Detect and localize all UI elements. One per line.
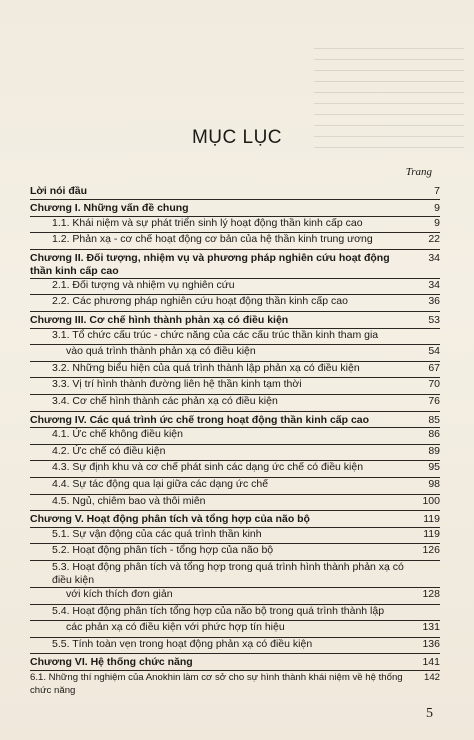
- toc-section-row: [30, 278, 440, 295]
- toc-entry-title: Chương I. Những vấn đề chung: [30, 200, 410, 217]
- toc-chapter-row: [30, 183, 440, 200]
- toc-chapter-row: [30, 312, 440, 329]
- toc-section-row: [30, 216, 440, 233]
- toc-entry-title: 5.4. Hoạt động phân tích tổng hợp của não bộ trong quá trình thành lập: [30, 604, 410, 621]
- toc-entry-page: 128: [410, 587, 440, 604]
- toc-entry-page: 76: [410, 395, 440, 412]
- table-of-contents: [30, 183, 440, 697]
- toc-entry-title: 4.5. Ngủ, chiêm bao và thôi miên: [30, 494, 410, 511]
- toc-entry-page: 119: [410, 511, 440, 528]
- toc-entry-page: 67: [410, 361, 440, 378]
- toc-chapter-row: [30, 511, 440, 528]
- toc-entry-title: Chương VI. Hệ thống chức năng: [30, 654, 410, 671]
- toc-entry-title: 6.1. Những thí nghiệm của Anokhin làm cơ sở cho sự hình thành khái niệm về hệ thống chức năng: [30, 670, 410, 697]
- toc-entry-title: Lời nói đầu: [30, 185, 88, 197]
- toc-entry-page: 85: [410, 411, 440, 428]
- toc-chapter-row: [30, 411, 440, 428]
- toc-entry-title: 4.3. Sự định khu và cơ chế phát sinh các dạng ức chế có điều kiện: [30, 461, 410, 478]
- toc-section-row: [30, 604, 440, 621]
- toc-entry-page: [410, 328, 440, 345]
- toc-entry-title: 2.1. Đối tượng và nhiệm vụ nghiên cứu: [30, 278, 410, 295]
- toc-entry-page: 53: [410, 312, 440, 329]
- toc-entry-title: 3.1. Tổ chức cấu trúc - chức năng của các cấu trúc thần kinh tham gia: [30, 328, 410, 345]
- toc-entry-title: Chương V. Hoạt động phân tích và tổng hợp của não bộ: [30, 511, 410, 528]
- toc-entry-title: 4.2. Ức chế có điều kiện: [30, 444, 410, 461]
- toc-section-row: [30, 478, 440, 495]
- toc-entry-page: 70: [410, 378, 440, 395]
- toc-section-row: [30, 328, 440, 345]
- toc-section-row: [30, 395, 440, 412]
- toc-section-row: [30, 621, 440, 638]
- toc-entry-title: 3.2. Những biểu hiện của quá trình thành lập phản xạ có điều kiện: [30, 361, 410, 378]
- toc-entry-title: 5.3. Hoạt động phân tích và tổng hợp trong quá trình hình thành phản xạ có điều kiện: [30, 560, 410, 587]
- toc-chapter-row: [30, 249, 440, 278]
- toc-entry-title: Chương III. Cơ chế hình thành phản xạ có điều kiện: [30, 312, 410, 329]
- toc-entry-title: 4.4. Sự tác động qua lại giữa các dạng ức chế: [30, 478, 410, 495]
- toc-entry-title: vào quá trình thành phản xạ có điều kiện: [30, 345, 410, 362]
- toc-entry-page: 95: [410, 461, 440, 478]
- toc-section-row: [30, 637, 440, 654]
- toc-section-row: [30, 587, 440, 604]
- toc-section-row: [30, 378, 440, 395]
- toc-entry-page: 54: [410, 345, 440, 362]
- toc-entry-page: 9: [410, 200, 440, 217]
- toc-entry-title: 5.5. Tính toàn vẹn trong hoạt động phản xạ có điều kiện: [30, 637, 410, 654]
- toc-entry-title: 3.4. Cơ chế hình thành các phản xạ có điều kiện: [30, 395, 410, 412]
- toc-entry-page: [410, 604, 440, 621]
- toc-entry-page: 89: [410, 444, 440, 461]
- toc-section-row: [30, 233, 440, 250]
- toc-section-row: [30, 544, 440, 561]
- toc-entry-page: 36: [410, 295, 440, 312]
- toc-chapter-row: [30, 654, 440, 671]
- toc-entry-title: 5.2. Hoạt động phân tích - tổng hợp của não bộ: [30, 544, 410, 561]
- toc-section-row: [30, 560, 440, 587]
- toc-entry-page: 142: [410, 670, 440, 697]
- toc-entry-page: 126: [410, 544, 440, 561]
- toc-entry-title: Chương IV. Các quá trình ức chế trong hoạt động thần kinh cấp cao: [30, 411, 410, 428]
- toc-entry-page: 98: [410, 478, 440, 495]
- page-title: MỤC LỤC: [191, 127, 283, 148]
- toc-section-row: [30, 361, 440, 378]
- toc-entry-title: với kích thích đơn giản: [30, 587, 410, 604]
- toc-section-row: [30, 461, 440, 478]
- toc-entry-page: 7: [434, 185, 440, 197]
- toc-entry-page: 100: [410, 494, 440, 511]
- page-number: 5: [426, 706, 433, 721]
- toc-entry-title: 1.1. Khái niệm và sự phát triển sinh lý hoạt động thần kinh cấp cao: [30, 216, 410, 233]
- toc-section-row: [30, 428, 440, 445]
- toc-entry-title: 2.2. Các phương pháp nghiên cứu hoạt động thần kinh cấp cao: [30, 295, 410, 312]
- toc-section-row: [30, 670, 440, 697]
- toc-entry-title: Chương II. Đối tượng, nhiệm vụ và phương pháp nghiên cứu hoạt động thần kinh cấp cao: [30, 249, 410, 278]
- page-column-header: Trang: [405, 166, 432, 178]
- toc-entry-title: 1.2. Phản xạ - cơ chế hoạt động cơ bản của hệ thần kinh trung ương: [30, 233, 410, 250]
- toc-entry-title: 4.1. Ức chế không điều kiện: [30, 428, 410, 445]
- toc-entry-page: 9: [410, 216, 440, 233]
- toc-entry-page: 136: [410, 637, 440, 654]
- toc-entry-title: các phản xạ có điều kiện với phức hợp tín hiệu: [30, 621, 410, 638]
- toc-entry-page: 119: [410, 527, 440, 544]
- toc-entry-page: 141: [410, 654, 440, 671]
- toc-section-row: [30, 345, 440, 362]
- toc-section-row: [30, 527, 440, 544]
- toc-section-row: [30, 494, 440, 511]
- toc-entry-page: 34: [410, 278, 440, 295]
- toc-entry-title: 5.1. Sự vận động của các quá trình thần kinh: [30, 527, 410, 544]
- toc-entry-page: [410, 560, 440, 587]
- toc-entry-page: 34: [410, 249, 440, 278]
- toc-section-row: [30, 295, 440, 312]
- toc-entry-page: 131: [410, 621, 440, 638]
- toc-entry-title: 3.3. Vị trí hình thành đường liên hệ thần kinh tạm thời: [30, 378, 410, 395]
- toc-section-row: [30, 444, 440, 461]
- toc-entry-page: 86: [410, 428, 440, 445]
- toc-entry-page: 22: [410, 233, 440, 250]
- toc-chapter-row: [30, 200, 440, 217]
